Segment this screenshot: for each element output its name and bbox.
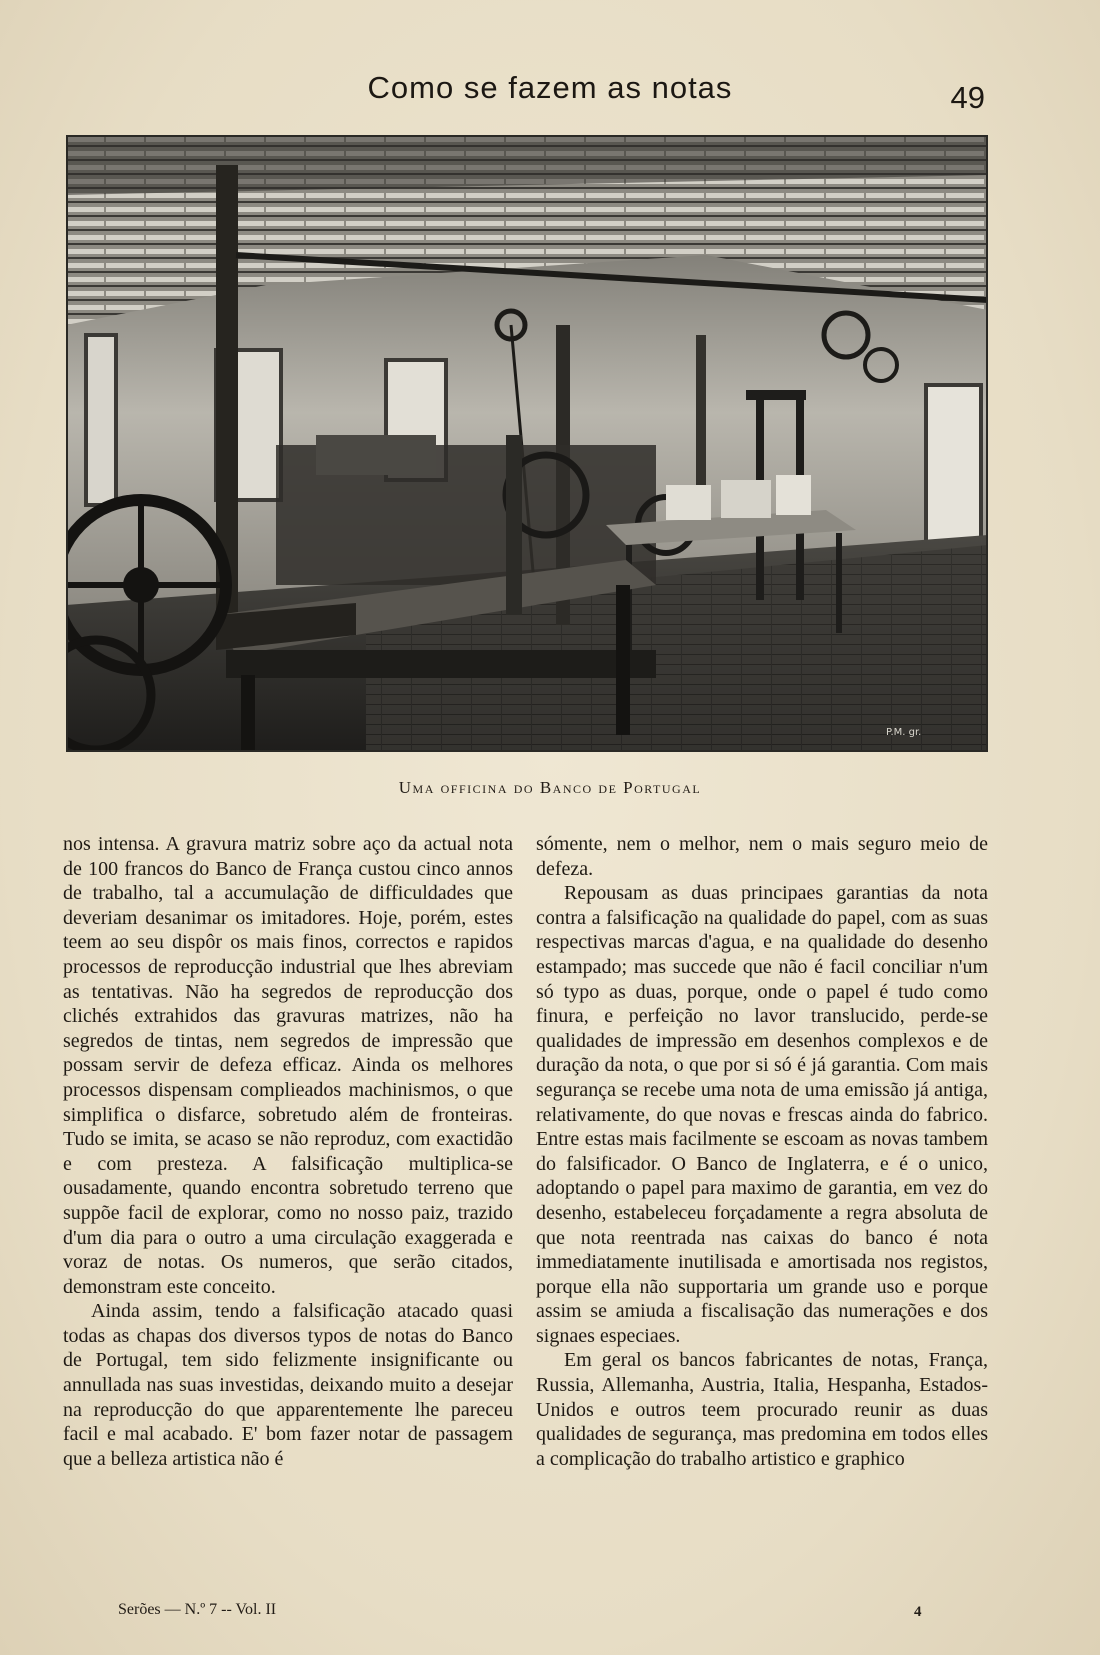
engraver-mark: P.M. gr. xyxy=(886,727,922,738)
paragraph: Ainda assim, tendo a falsificação atacado quasi todas as chapas dos diversos typos de notas do Banco de Portugal, tem sido felizmente insignificante ou annullada nas suas investidas, deixando muito a desejar na reproducção do que apparentemente lhe pareceu facil e mal acabado. E' bom fazer notar de passagem que a belleza artistica não é xyxy=(63,1300,513,1470)
paragraph: sómente, nem o melhor, nem o mais seguro meio de defeza. xyxy=(536,833,988,880)
signature-mark: 4 xyxy=(914,1604,922,1620)
paragraph: Repousam as duas principaes garantias da nota contra a falsificação na qualidade do papel, com as suas respectivas marcas d'agua, e na qualidade do desenho estampado; mas succede que não é facil conciliar n'um só typo as duas, porque, onde o papel é tudo como finura, e perfeição no lavor translucido, perde-se qualidades de impressão em desenhos complexos e de duração da nota, o que por si só é já garantia. Com mais segurança se recebe uma nota de uma emissão já antiga, relativamente, do que novas e frescas ainda do fabrico. Entre estas mais facilmente se escoam as novas tambem do falsificador. O Banco de Inglaterra, e é o unico, adoptando o papel para maximo de garantia, em vez do desenho, estabeleceu forçadamente a regra absoluta de que nota reentrada nas caixas do banco é nota immediatamente inutilisada e amortisada nos registos, porque ella não supportaria um grande uso e porque assim se amiuda a fiscalisação das numerações e dos signaes especiaes. xyxy=(536,882,988,1347)
running-title: Como se fazem as notas xyxy=(367,70,733,105)
right-column xyxy=(536,832,988,1471)
left-column xyxy=(63,832,513,1471)
page-number: 49 xyxy=(950,80,985,115)
issue-footer: Serões — N.º 7 -- Vol. II xyxy=(118,1601,277,1618)
figure-caption: Uma officina do Banco de Portugal xyxy=(398,778,702,797)
paragraph: nos intensa. A gravura matriz sobre aço da actual nota de 100 francos do Banco de França custou cinco annos de trabalho, tal a accumulação de difficuldades que deveriam desanimar os imitadores. Hoje, porém, estes teem ao seu dispôr os mais finos, correctos e rapidos processos de reproducção industrial que lhes abreviam as tentativas. Não ha segredos de reproducção dos clichés extrahidos das gravuras matrizes, não ha segredos de tintas, nem segredos de impressão que possam servir de defeza efficaz. Ainda os melhores processos dispensam complieados machinismos, o que simplifica o disfarce, sobretudo além de fronteiras. Tudo se imita, se acaso se não reproduz, com exactidão e com presteza. A falsificação multiplica-se ousadamente, quando encontra sobretudo terreno que suppõe facil de explorar, como no nosso paiz, trazido d'um dia para o outro a uma circulação exaggerada e voraz de notas. Os numeros, que serão citados, demonstram este conceito. xyxy=(63,833,513,1298)
workshop-photo xyxy=(66,135,988,752)
paragraph: Em geral os bancos fabricantes de notas, França, Russia, Allemanha, Austria, Italia, Hespanha, Estados-Unidos e outros teem procurado reunir as duas qualidades de segurança, mas predomina em todos elles a complicação do trabalho artistico e graphico xyxy=(536,1349,988,1470)
workshop-photo-icon xyxy=(66,135,988,752)
